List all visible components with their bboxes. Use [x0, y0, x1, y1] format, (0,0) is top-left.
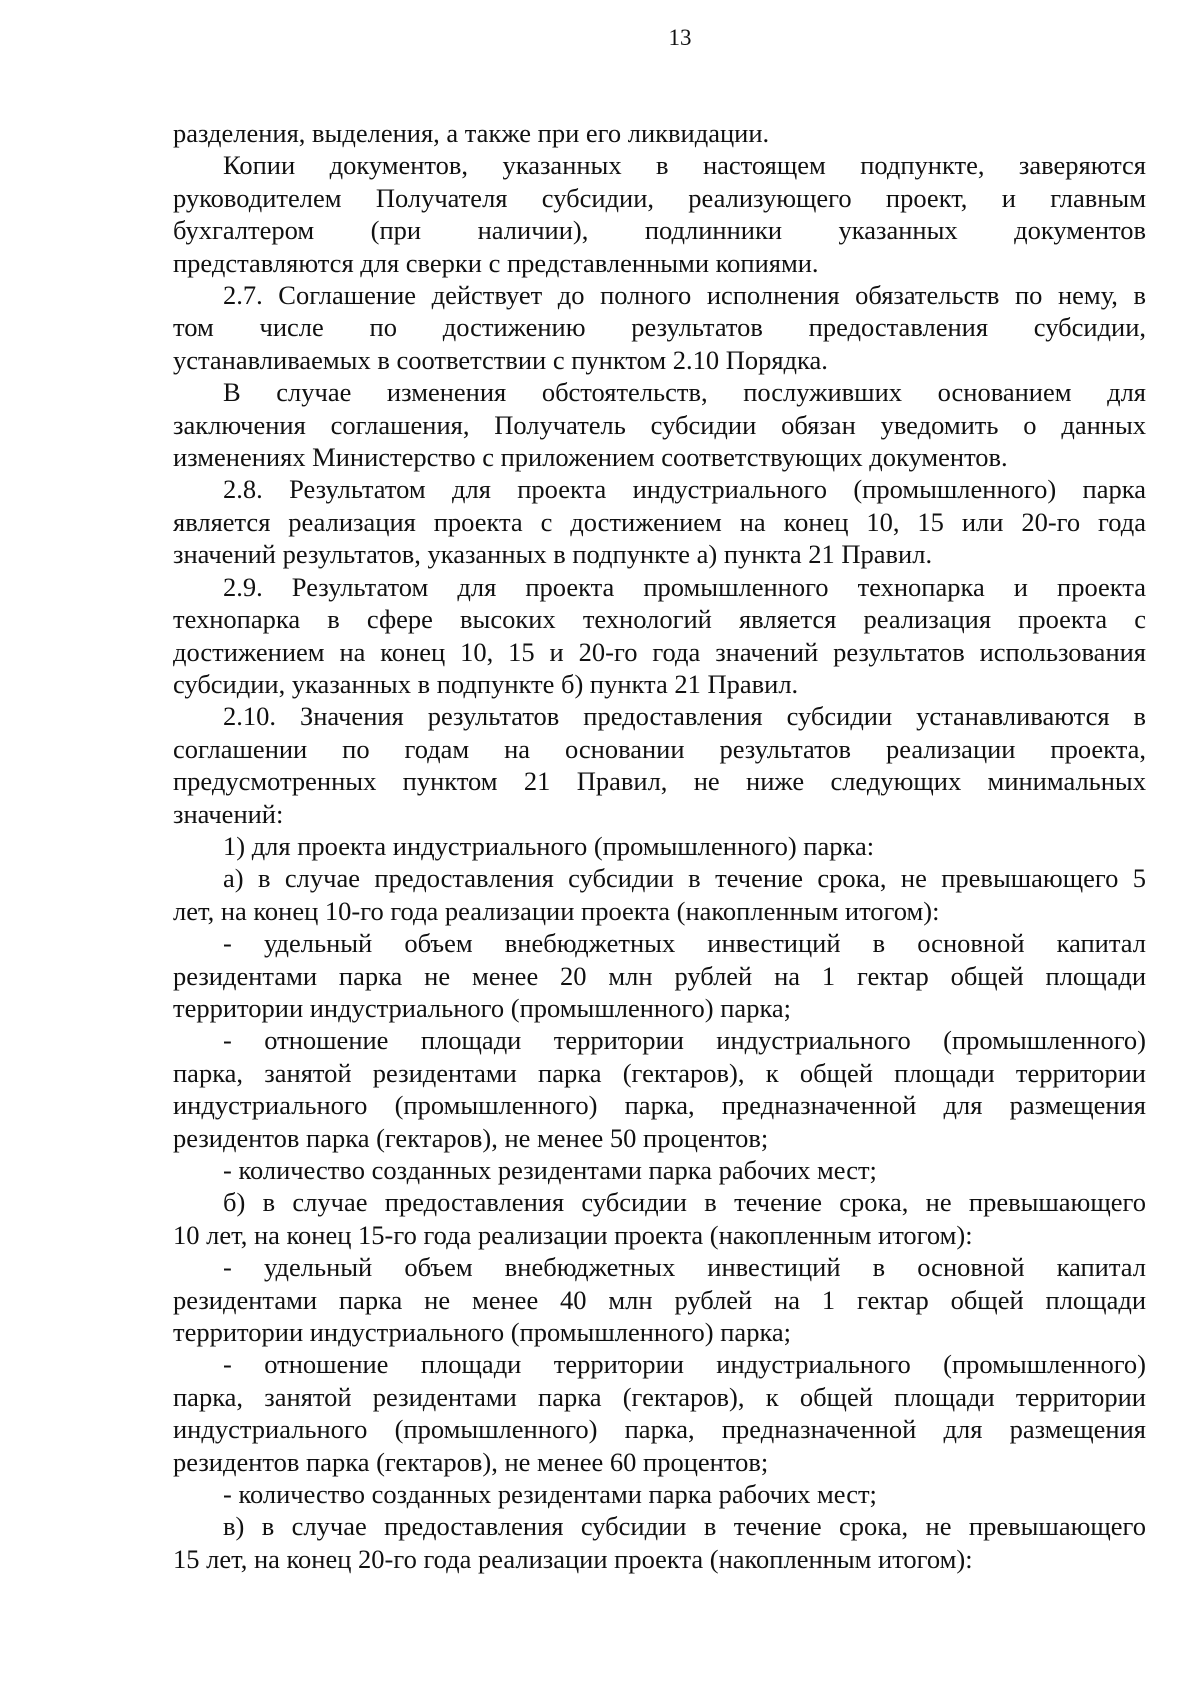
text-line: изменениях Министерство с приложением соответствующих документов. [173, 442, 1008, 473]
text-line: территории индустриального (промышленного) парка; [173, 1317, 792, 1348]
text-line: 1) для проекта индустриального (промышленного) парка: [223, 830, 875, 861]
text-line: представляются для сверки с представленными копиями. [173, 247, 819, 278]
text-line: значений результатов, указанных в подпункте а) пункта 21 Правил. [173, 539, 933, 570]
document-body [173, 117, 1146, 1575]
text-line: 10 лет, на конец 15-го года реализации проекта (накопленным итогом): [173, 1219, 973, 1250]
text-line: руководителем Получателя субсидии, реализующего проект, и главным [173, 182, 1146, 213]
text-line: устанавливаемых в соответствии с пунктом 2.10 Порядка. [173, 344, 828, 375]
text-line: достижением на конец 10, 15 и 20-го года значений результатов использования [173, 636, 1146, 667]
text-line: 2.8. Результатом для проекта индустриального (промышленного) парка [223, 474, 1146, 505]
text-line: субсидии, указанных в подпункте б) пункта 21 Правил. [173, 668, 799, 699]
text-line: парка, занятой резидентами парка (гектаров), к общей площади территории [173, 1057, 1146, 1088]
text-line: бухгалтером (при наличии), подлинники указанных документов [173, 215, 1146, 246]
text-line: 2.7. Соглашение действует до полного исполнения обязательств по нему, в [223, 280, 1146, 311]
text-line: 2.10. Значения результатов предоставления субсидии устанавливаются в [223, 701, 1146, 732]
text-line: резидентов парка (гектаров), не менее 60 процентов; [173, 1446, 769, 1477]
text-line: 15 лет, на конец 20-го года реализации проекта (накопленным итогом): [173, 1543, 973, 1574]
text-line: - количество созданных резидентами парка рабочих мест; [223, 1479, 877, 1510]
text-line: индустриального (промышленного) парка, предназначенной для размещения [173, 1090, 1146, 1121]
text-line: территории индустриального (промышленного) парка; [173, 992, 792, 1023]
text-line: предусмотренных пунктом 21 Правил, не ниже следующих минимальных [173, 766, 1146, 797]
text-line: индустриального (промышленного) парка, предназначенной для размещения [173, 1414, 1146, 1445]
text-line: заключения соглашения, Получатель субсидии обязан уведомить о данных [173, 409, 1146, 440]
text-line: значений: [173, 798, 284, 829]
text-line: резидентами парка не менее 40 млн рублей на 1 гектар общей площади [173, 1284, 1146, 1315]
text-line: парка, занятой резидентами парка (гектаров), к общей площади территории [173, 1381, 1146, 1412]
text-line: Копии документов, указанных в настоящем подпункте, заверяются [223, 150, 1146, 181]
text-line: - удельный объем внебюджетных инвестиций в основной капитал [223, 928, 1146, 959]
text-line: - отношение площади территории индустриального (промышленного) [223, 1349, 1146, 1380]
text-line: - количество созданных резидентами парка рабочих мест; [223, 1155, 877, 1185]
text-line: - отношение площади территории индустриального (промышленного) [223, 1025, 1146, 1056]
text-line: технопарка в сфере высоких технологий является реализация проекта с [173, 604, 1146, 635]
text-line: является реализация проекта с достижением на конец 10, 15 или 20-го года [173, 506, 1146, 537]
text-line: разделения, выделения, а также при его ликвидации. [173, 118, 770, 148]
text-line: соглашении по годам на основании результатов реализации проекта, [173, 733, 1146, 764]
text-line: В случае изменения обстоятельств, послуживших основанием для [223, 377, 1146, 408]
text-line: 2.9. Результатом для проекта промышленного технопарка и проекта [223, 571, 1146, 602]
text-line: резидентами парка не менее 20 млн рублей на 1 гектар общей площади [173, 960, 1146, 991]
text-line: лет, на конец 10-го года реализации проекта (накопленным итогом): [173, 895, 940, 926]
text-line: в) в случае предоставления субсидии в течение срока, не превышающего [223, 1511, 1146, 1542]
text-line: резидентов парка (гектаров), не менее 50 процентов; [173, 1122, 769, 1153]
text-line: б) в случае предоставления субсидии в течение срока, не превышающего [223, 1187, 1146, 1218]
text-line: - удельный объем внебюджетных инвестиций в основной капитал [223, 1252, 1146, 1283]
text-line: а) в случае предоставления субсидии в течение срока, не превышающего 5 [223, 863, 1146, 894]
text-line: том числе по достижению результатов предоставления субсидии, [173, 312, 1146, 343]
page-number: 13 [668, 25, 692, 50]
